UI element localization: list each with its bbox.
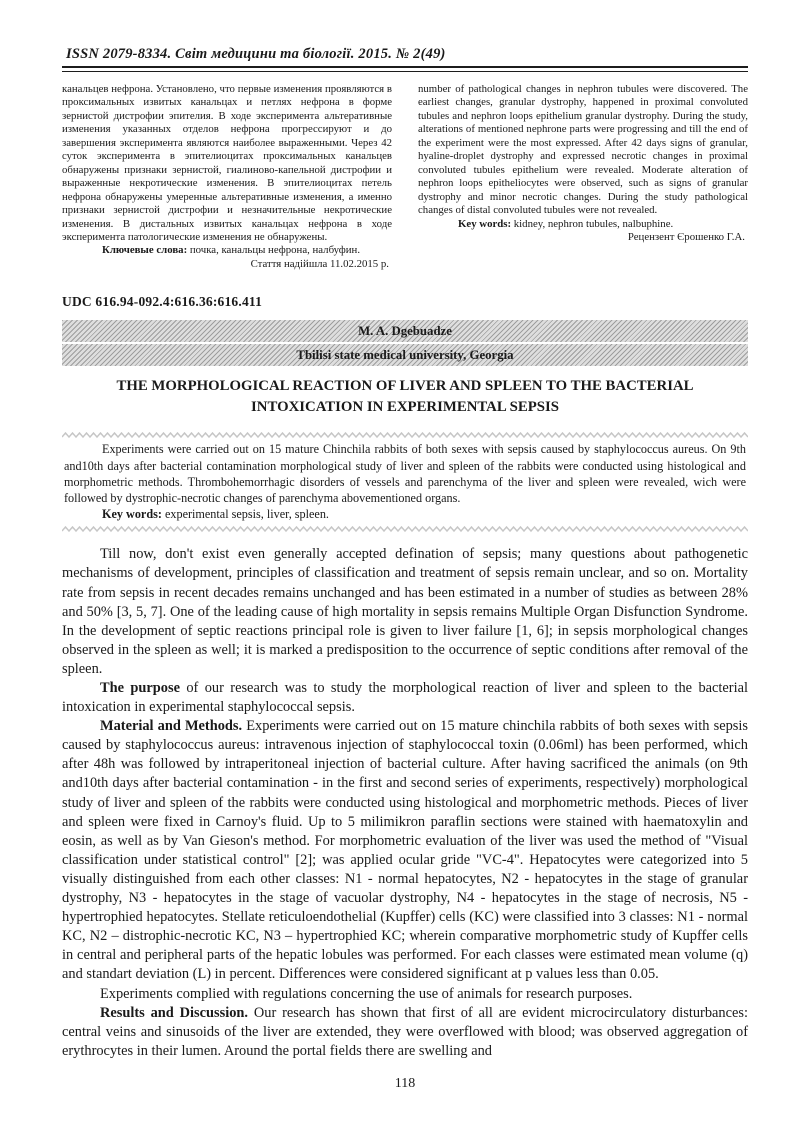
paragraph-purpose [62,679,748,717]
section-lead-results: Results and Discussion. [100,1004,249,1021]
abstract-text: Experiments were carried out on 15 mature Chinchila rabbits of both sexes with sepsis caused by staphylococcus aureus. On 9th and10th days after bacterial contamination morphological study of liver and spleen of the rabbits were conducted using histological and morphometric methods. Thrombohemorrhagic disorders of vessels and parenchyma of the liver and spleen were revealed, wich were followed by dystrophic-necrotic changes of parenchyma abovementioned organs. [64,442,746,505]
zigzag-divider-top [62,431,748,439]
keywords-line-ru [62,244,392,257]
paragraph-methods [62,717,748,984]
keywords-label-en: Key words: [458,217,512,230]
article-title: THE MORPHOLOGICAL REACTION OF LIVER AND SPLEEN TO THE BACTERIAL INTOXICATION IN EXPERIMENTAL SEPSIS [116,378,694,416]
abstract-keywords-line [64,506,746,522]
header-rule [62,66,748,72]
paragraph-text: Till now, don't exist even generally accepted defination of sepsis; many questions about pathogenetic mechanisms of development, principles of classification and treatment of sepsis remain unclear, and so on. Mortality rate from sepsis in recent decades remains unchanged and has been estimated in a number of studies as between 28% and 50% [3, 5, 7]. One of the leading cause of high mortality in sepsis remains Multiple Organ Disfunction Syndrome. In the development of septic reactions principal role is given to liver failure [1, 6]; in sepsis morphological changes observed in the spleen as well; it is marked a predisposition to the occurrence of septic conditions after removal of the spleen. [62,546,748,677]
paragraph-text: Experiments were carried out on 15 mature chinchila rabbits of both sexes with sepsis caused by staphylococcus aureus: intravenous injection of staphylococcal toxin (0.06ml) has been performed, which after 48h was followed by intraperitoneal injection of bacterial culture. After having sacrificed the animals (on 9th and10th days after bacterial contamination - in the first and second series of experiments, respectively) morphological study of liver and spleen of the rabbits were conducted using histological and morphometric methods. Pieces of liver and spleen were fixed in Carnoy's fluid. Up to 5 milimikron paraflin sections were stained with haematoxylin and eosin, as well as by Van Gieson's method. For morphometric evaluation of the liver was used the method of "Visual classification under statistical control" [2]; was applied ocular gride "VC-4". Hepatocytes were categorized into 5 visually distinguished from each other classes: N1 - normal hepatocytes, N2 - hepatocytes in the stage of granular dystrophy, N3 - hepatocytes in the stage of vacuolar dystrophy, N4 - hepatocytes in the stage of necrosis, N5 - hypertrophied hepatocytes. Stellate reticuloendothelial (Kupffer) cells (KC) were classified into 3 classes: N1 - normal KC, N2 – distrophic-necrotic KC, N3 – hypertrophied KC; wherein comparative morphometric study of Kupffer cells in central and peripheral parts of the hepatic lobules was performed. For each classes were estimated mean volume (q) and standart deviation (L) in percent. Differences were considered significant at p values less than 0.05. [62,718,748,983]
author-affiliation: Tbilisi state medical university, Georgia [62,344,748,366]
paragraph-text: Our research has shown that first of all are evident microcirculatory disturbances: central veins and sinusoids of the liver are extended, they were overflowed with blood; was observed aggregation of erythrocytes in their lumen. Around the portal fields there are swelling and [62,1004,748,1059]
udc-code: UDC 616.94-092.4:616.36:616.411 [62,294,263,310]
abstract-keywords-label: Key words: [102,507,162,522]
abstract-section [62,431,748,533]
article-body [62,545,748,1061]
reviewer-line: Рецензент Єрошенко Г.А. [627,230,745,243]
abstract-body [62,439,748,525]
paragraph-text: Experiments complied with regulations concerning the use of animals for research purposes. [100,985,633,1002]
journal-header: ISSN 2079-8334. Світ медицини та біології. 2015. № 2(49) [66,46,446,62]
summary-text-en: number of pathological changes in nephron tubules were discovered. The earliest changes, granular dystrophy, happened in proximal convoluted tubules and nephron loops epithelium granular dystrophy. During the study, alterations of mentioned nephrone parts were progressing and till the end of the experiment were the most expressed. After 42 days signs of granular, hyaline-droplet dystrophy and expressed necrotic changes in proximal convoluted tubules epithelium were revealed. Moderate alteration of nephron loops epitheliocytes were observed, such as signs of granular dystrophy and minor necrotic changes. During the study pathological changes of distal convoluted tubules were not revealed. [418,83,748,217]
author-block [62,320,748,366]
zigzag-divider-bottom [62,525,748,533]
keywords-value-ru: почка, канальцы нефрона, налбуфин. [187,244,361,257]
previous-article-summary [62,83,748,271]
keywords-line-en [418,218,748,231]
paragraph-ethics [62,985,748,1004]
section-lead-methods: Material and Methods. [100,718,243,735]
paragraph-introduction [62,545,748,679]
summary-column-english [418,83,748,271]
submitted-date-line: Стаття надійшла 11.02.2015 р. [250,257,389,270]
author-name: M. A. Dgebuadze [62,320,748,342]
keywords-value-en: kidney, nephron tubules, nalbuphine. [511,217,674,230]
paragraph-text: of our research was to study the morphological reaction of liver and spleen to the bacterial intoxication in experimental staphylococcal sepsis. [62,680,748,716]
summary-column-russian [62,83,392,271]
summary-text-ru: канальцев нефрона. Установлено, что первые изменения проявляются в проксимальных извитых канальцах и петлях нефрона в форме зернистой дистрофии эпителия. В ходе эксперимента альтеративные изменения указанных отделов нефрона прогрессируют и до завершения эксперимента являются наиболее выраженными. Через 42 суток эксперимента в эпителиоцитах проксимальных канальцев обнаружены признаки зернистой, гиалиново-капельной дистрофии и выраженные некротические изменения. В эпителиоцитах петель нефрона обнаружены умеренные альтеративные изменения, а именно признаки зернистой дистрофии и незначительные некротические изменения. В дистальных извитых канальцах нефрона в ходе эксперимента патологические изменения не обнаружены. [62,83,392,243]
section-lead-purpose: The purpose [100,680,180,697]
keywords-label-ru: Ключевые слова: [102,244,188,257]
abstract-keywords-value: experimental sepsis, liver, spleen. [161,507,329,522]
paragraph-results [62,1004,748,1061]
page-number: 118 [394,1075,416,1091]
